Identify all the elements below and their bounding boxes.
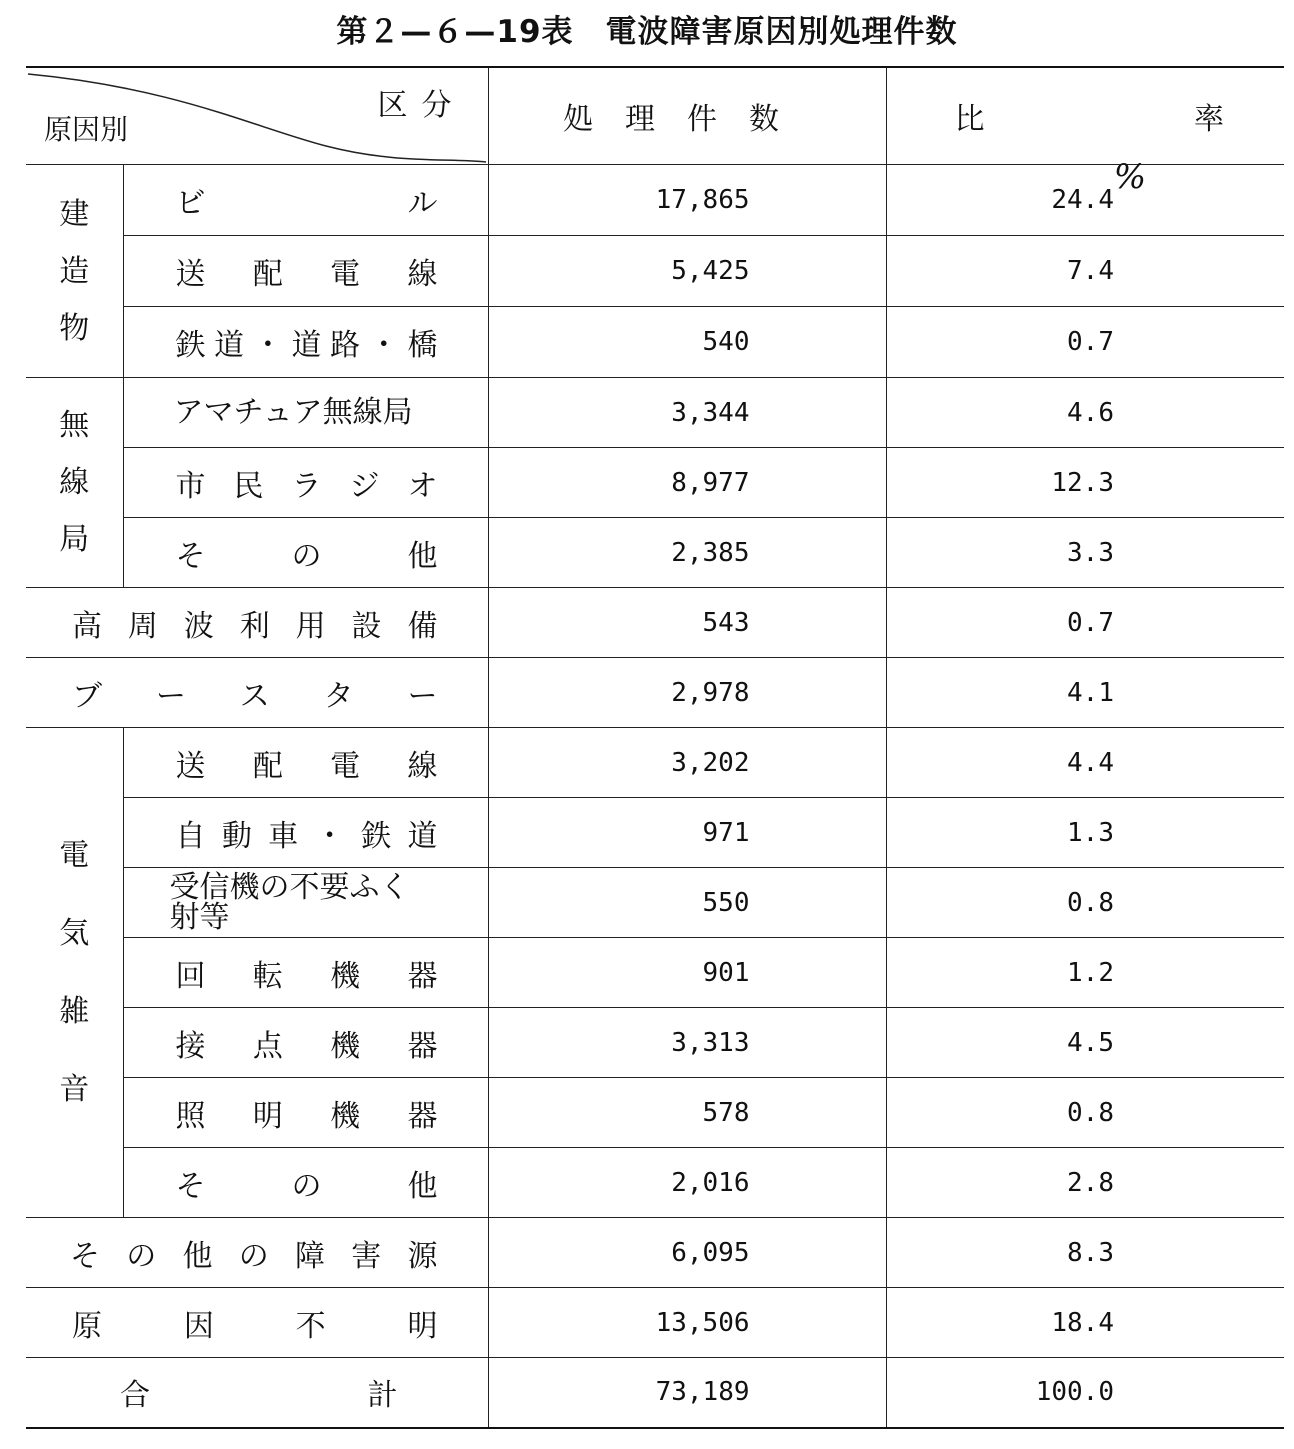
header-kubun: 区分	[377, 88, 466, 123]
table-title: 第２—６—19表 電波障害原因別処理件数	[336, 14, 958, 50]
row-count: 3,313	[488, 1008, 886, 1078]
table-row	[26, 1078, 1284, 1148]
table-row	[26, 307, 1284, 378]
table-row	[26, 236, 1284, 307]
percent-sign: %	[1113, 157, 1146, 197]
row-label: 送 配 電 線	[123, 236, 488, 307]
table-row	[26, 938, 1284, 1008]
row-label: ブ ー ス タ ー	[26, 658, 488, 728]
table-row	[26, 1218, 1284, 1288]
row-label: 高 周 波 利 用 設 備	[26, 588, 488, 658]
row-ratio: 12.3	[886, 448, 1284, 518]
data-table	[26, 66, 1284, 1429]
table-row	[26, 1008, 1284, 1078]
row-label: 送 配 電 線	[123, 728, 488, 798]
row-count: 8,977	[488, 448, 886, 518]
total-count: 73,189	[488, 1358, 886, 1428]
row-label: 鉄 道 ・ 道 路 ・ 橋	[123, 307, 488, 378]
row-count: 3,202	[488, 728, 886, 798]
row-ratio: 4.6	[886, 378, 1284, 448]
table-row	[26, 798, 1284, 868]
row-count: 3,344	[488, 378, 886, 448]
row-ratio: 0.7	[886, 307, 1284, 378]
table-row	[26, 1288, 1284, 1358]
row-count: 543	[488, 588, 886, 658]
group-radio: 無 線 局	[26, 378, 123, 588]
row-ratio: 4.4	[886, 728, 1284, 798]
row-count: 2,016	[488, 1148, 886, 1218]
row-ratio: 0.7	[886, 588, 1284, 658]
row-ratio: 2.8	[886, 1148, 1284, 1218]
header-corner-cell	[26, 67, 488, 165]
table-row	[26, 165, 1284, 236]
table-row	[26, 868, 1284, 938]
row-label: 原 因 不 明	[26, 1288, 488, 1358]
row-count: 5,425	[488, 236, 886, 307]
row-count: 578	[488, 1078, 886, 1148]
row-ratio: 0.8	[886, 1078, 1284, 1148]
row-label: 市 民 ラ ジ オ	[123, 448, 488, 518]
row-ratio: 24.4 %	[886, 165, 1284, 236]
row-label: 自 動 車 ・ 鉄 道	[123, 798, 488, 868]
row-ratio: 3.3	[886, 518, 1284, 588]
header-count: 処理件数	[488, 67, 886, 165]
group-building: 建 造 物	[26, 165, 123, 378]
row-label: 回 転 機 器	[123, 938, 488, 1008]
table-row	[26, 658, 1284, 728]
row-count: 550	[488, 868, 886, 938]
row-label: ビ ル	[123, 165, 488, 236]
header-cause: 原因別	[44, 113, 129, 146]
row-ratio: 0.8	[886, 868, 1284, 938]
row-count: 971	[488, 798, 886, 868]
table-row	[26, 588, 1284, 658]
table-row	[26, 518, 1284, 588]
row-count: 2,385	[488, 518, 886, 588]
row-label: 受信機の不要ふく 射等	[123, 868, 488, 938]
group-noise: 電 気 雑 音	[26, 728, 123, 1218]
row-label: そ の 他	[123, 518, 488, 588]
row-ratio: 1.3	[886, 798, 1284, 868]
table-row	[26, 378, 1284, 448]
row-count: 6,095	[488, 1218, 886, 1288]
total-ratio: 100.0	[886, 1358, 1284, 1428]
table-row	[26, 728, 1284, 798]
header-ratio-a: 比	[954, 102, 985, 137]
row-label: そ の 他 の 障 害 源	[26, 1218, 488, 1288]
row-label: 照 明 機 器	[123, 1078, 488, 1148]
table-row	[26, 448, 1284, 518]
total-row	[26, 1358, 1284, 1428]
row-label: そ の 他	[123, 1148, 488, 1218]
header-row	[26, 67, 1284, 165]
header-ratio-b: 率	[1194, 102, 1224, 137]
row-ratio: 4.5	[886, 1008, 1284, 1078]
row-count: 13,506	[488, 1288, 886, 1358]
row-count: 2,978	[488, 658, 886, 728]
row-ratio: 8.3	[886, 1218, 1284, 1288]
row-ratio: 4.1	[886, 658, 1284, 728]
header-ratio	[886, 67, 1284, 165]
row-ratio: 7.4	[886, 236, 1284, 307]
row-label: アマチュア無線局	[123, 378, 488, 448]
row-label: 接 点 機 器	[123, 1008, 488, 1078]
row-ratio: 1.2	[886, 938, 1284, 1008]
row-count: 901	[488, 938, 886, 1008]
row-ratio: 18.4	[886, 1288, 1284, 1358]
total-label: 合 計	[26, 1358, 488, 1428]
table-row	[26, 1148, 1284, 1218]
row-count: 17,865	[488, 165, 886, 236]
row-count: 540	[488, 307, 886, 378]
